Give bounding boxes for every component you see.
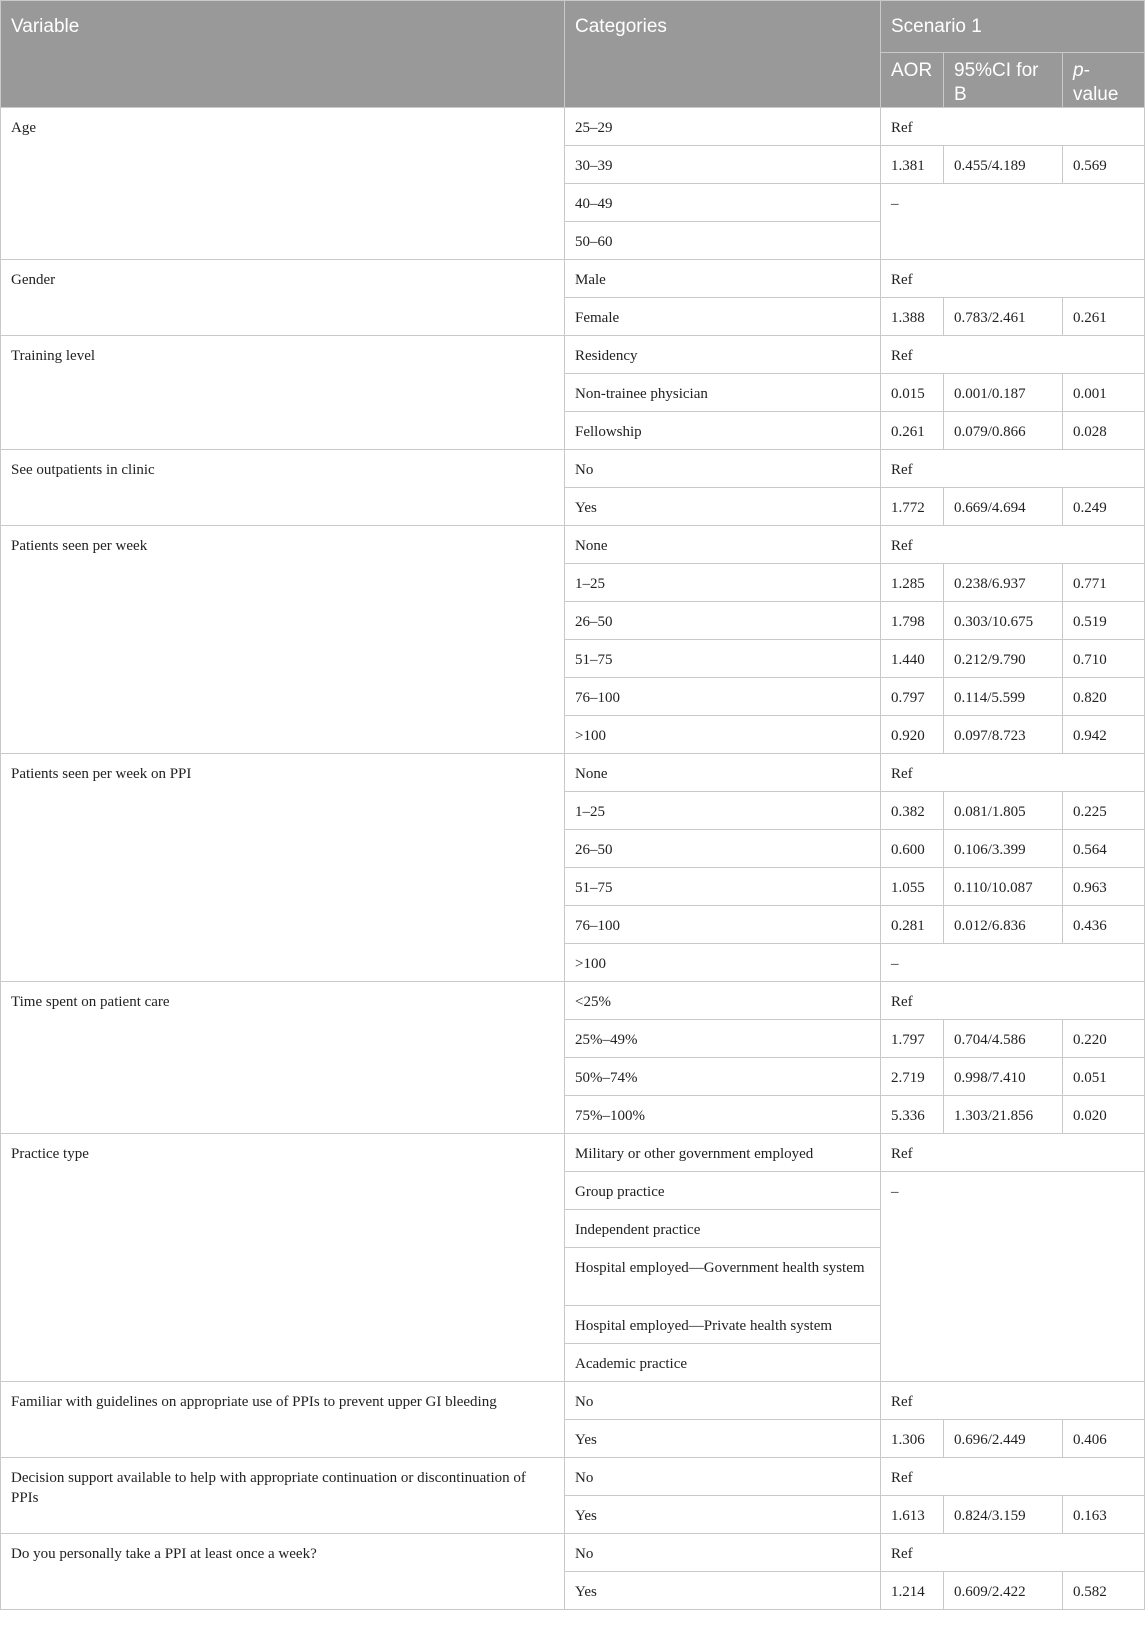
variable-cell: Practice type xyxy=(1,1134,565,1382)
category-cell: 1–25 xyxy=(565,564,881,602)
p-value-cell: 0.261 xyxy=(1063,298,1145,336)
category-cell: No xyxy=(565,1458,881,1496)
table-row xyxy=(1,982,1145,1020)
header-p-suffix: -value xyxy=(1073,60,1119,105)
reference-cell: Ref xyxy=(881,526,1145,564)
category-cell: <25% xyxy=(565,982,881,1020)
category-cell: None xyxy=(565,754,881,792)
table-row xyxy=(1,1134,1145,1172)
category-cell: No xyxy=(565,450,881,488)
table-body xyxy=(1,108,1145,1610)
table-row xyxy=(1,1534,1145,1572)
table-row xyxy=(1,526,1145,564)
header-ci: 95%CI for B xyxy=(944,53,1063,108)
category-cell: 25%–49% xyxy=(565,1020,881,1058)
category-cell: 25–29 xyxy=(565,108,881,146)
variable-cell: See outpatients in clinic xyxy=(1,450,565,526)
reference-cell: Ref xyxy=(881,1382,1145,1420)
aor-cell: 1.797 xyxy=(881,1020,944,1058)
p-value-cell: 0.225 xyxy=(1063,792,1145,830)
p-value-cell: 0.942 xyxy=(1063,716,1145,754)
category-cell: 26–50 xyxy=(565,602,881,640)
p-value-cell: 0.051 xyxy=(1063,1058,1145,1096)
category-cell: Yes xyxy=(565,488,881,526)
category-cell: No xyxy=(565,1534,881,1572)
category-cell: 1–25 xyxy=(565,792,881,830)
reference-cell: Ref xyxy=(881,450,1145,488)
table-row xyxy=(1,260,1145,298)
p-value-cell: 0.569 xyxy=(1063,146,1145,184)
category-cell: 76–100 xyxy=(565,678,881,716)
header-scenario: Scenario 1 xyxy=(881,1,1145,53)
aor-cell: 0.797 xyxy=(881,678,944,716)
category-cell: Group practice xyxy=(565,1172,881,1210)
ci-cell: 0.081/1.805 xyxy=(944,792,1063,830)
reference-cell: Ref xyxy=(881,1134,1145,1172)
category-cell: 50%–74% xyxy=(565,1058,881,1096)
p-value-cell: 0.020 xyxy=(1063,1096,1145,1134)
category-cell: None xyxy=(565,526,881,564)
missing-estimate-cell: – xyxy=(881,184,1145,260)
missing-estimate-cell: – xyxy=(881,1172,1145,1382)
reference-cell: Ref xyxy=(881,982,1145,1020)
ci-cell: 0.238/6.937 xyxy=(944,564,1063,602)
ci-cell: 0.212/9.790 xyxy=(944,640,1063,678)
aor-cell: 5.336 xyxy=(881,1096,944,1134)
table-row xyxy=(1,1382,1145,1420)
table-row xyxy=(1,336,1145,374)
ci-cell: 0.079/0.866 xyxy=(944,412,1063,450)
aor-cell: 1.388 xyxy=(881,298,944,336)
reference-cell: Ref xyxy=(881,108,1145,146)
table-row xyxy=(1,1458,1145,1496)
reference-cell: Ref xyxy=(881,336,1145,374)
category-cell: Male xyxy=(565,260,881,298)
category-cell: 51–75 xyxy=(565,868,881,906)
variable-cell: Patients seen per week on PPI xyxy=(1,754,565,982)
reference-cell: Ref xyxy=(881,1534,1145,1572)
p-value-cell: 0.582 xyxy=(1063,1572,1145,1610)
aor-cell: 1.772 xyxy=(881,488,944,526)
category-cell: Hospital employed—Government health system xyxy=(565,1248,881,1306)
p-value-cell: 0.519 xyxy=(1063,602,1145,640)
aor-cell: 1.613 xyxy=(881,1496,944,1534)
category-cell: 26–50 xyxy=(565,830,881,868)
category-cell: Independent practice xyxy=(565,1210,881,1248)
ci-cell: 0.012/6.836 xyxy=(944,906,1063,944)
p-value-cell: 0.436 xyxy=(1063,906,1145,944)
p-value-cell: 0.163 xyxy=(1063,1496,1145,1534)
category-cell: Fellowship xyxy=(565,412,881,450)
category-cell: >100 xyxy=(565,716,881,754)
ci-cell: 0.783/2.461 xyxy=(944,298,1063,336)
ci-cell: 0.106/3.399 xyxy=(944,830,1063,868)
ci-cell: 0.696/2.449 xyxy=(944,1420,1063,1458)
category-cell: 40–49 xyxy=(565,184,881,222)
variable-cell: Age xyxy=(1,108,565,260)
variable-cell: Familiar with guidelines on appropriate use of PPIs to prevent upper GI bleeding xyxy=(1,1382,565,1458)
ci-cell: 0.455/4.189 xyxy=(944,146,1063,184)
ci-cell: 1.303/21.856 xyxy=(944,1096,1063,1134)
category-cell: 50–60 xyxy=(565,222,881,260)
header-p-value xyxy=(1063,53,1145,108)
aor-cell: 1.440 xyxy=(881,640,944,678)
aor-cell: 0.261 xyxy=(881,412,944,450)
aor-cell: 1.285 xyxy=(881,564,944,602)
p-value-cell: 0.220 xyxy=(1063,1020,1145,1058)
category-cell: Military or other government employed xyxy=(565,1134,881,1172)
category-cell: 75%–100% xyxy=(565,1096,881,1134)
variable-cell: Training level xyxy=(1,336,565,450)
aor-cell: 1.055 xyxy=(881,868,944,906)
ci-cell: 0.001/0.187 xyxy=(944,374,1063,412)
category-cell: Yes xyxy=(565,1572,881,1610)
ci-cell: 0.110/10.087 xyxy=(944,868,1063,906)
table-row xyxy=(1,754,1145,792)
ci-cell: 0.669/4.694 xyxy=(944,488,1063,526)
p-value-cell: 0.771 xyxy=(1063,564,1145,602)
category-cell: Academic practice xyxy=(565,1344,881,1382)
category-cell: 30–39 xyxy=(565,146,881,184)
ci-cell: 0.609/2.422 xyxy=(944,1572,1063,1610)
aor-cell: 0.382 xyxy=(881,792,944,830)
ci-cell: 0.097/8.723 xyxy=(944,716,1063,754)
ci-cell: 0.114/5.599 xyxy=(944,678,1063,716)
reference-cell: Ref xyxy=(881,1458,1145,1496)
category-cell: 51–75 xyxy=(565,640,881,678)
header-variable: Variable xyxy=(1,1,565,108)
variable-cell: Patients seen per week xyxy=(1,526,565,754)
category-cell: >100 xyxy=(565,944,881,982)
category-cell: Yes xyxy=(565,1496,881,1534)
category-cell: Yes xyxy=(565,1420,881,1458)
variable-cell: Decision support available to help with appropriate continuation or discontinuation of PPIs xyxy=(1,1458,565,1534)
p-value-cell: 0.963 xyxy=(1063,868,1145,906)
header-p-italic: p xyxy=(1073,60,1084,81)
p-value-cell: 0.710 xyxy=(1063,640,1145,678)
reference-cell: Ref xyxy=(881,754,1145,792)
ci-cell: 0.998/7.410 xyxy=(944,1058,1063,1096)
aor-cell: 0.281 xyxy=(881,906,944,944)
aor-cell: 1.798 xyxy=(881,602,944,640)
p-value-cell: 0.001 xyxy=(1063,374,1145,412)
missing-estimate-cell: – xyxy=(881,944,1145,982)
table-row xyxy=(1,108,1145,146)
category-cell: Non-trainee physician xyxy=(565,374,881,412)
category-cell: Residency xyxy=(565,336,881,374)
table-row xyxy=(1,450,1145,488)
variable-cell: Gender xyxy=(1,260,565,336)
p-value-cell: 0.820 xyxy=(1063,678,1145,716)
category-cell: No xyxy=(565,1382,881,1420)
ci-cell: 0.824/3.159 xyxy=(944,1496,1063,1534)
aor-cell: 1.381 xyxy=(881,146,944,184)
aor-cell: 1.214 xyxy=(881,1572,944,1610)
header-categories: Categories xyxy=(565,1,881,108)
category-cell: Female xyxy=(565,298,881,336)
table-header xyxy=(1,1,1145,108)
category-cell: 76–100 xyxy=(565,906,881,944)
category-cell: Hospital employed—Private health system xyxy=(565,1306,881,1344)
aor-cell: 2.719 xyxy=(881,1058,944,1096)
variable-cell: Time spent on patient care xyxy=(1,982,565,1134)
aor-cell: 0.920 xyxy=(881,716,944,754)
variable-cell: Do you personally take a PPI at least once a week? xyxy=(1,1534,565,1610)
p-value-cell: 0.564 xyxy=(1063,830,1145,868)
ci-cell: 0.303/10.675 xyxy=(944,602,1063,640)
p-value-cell: 0.028 xyxy=(1063,412,1145,450)
aor-cell: 0.015 xyxy=(881,374,944,412)
p-value-cell: 0.406 xyxy=(1063,1420,1145,1458)
aor-cell: 0.600 xyxy=(881,830,944,868)
header-aor: AOR xyxy=(881,53,944,108)
aor-cell: 1.306 xyxy=(881,1420,944,1458)
reference-cell: Ref xyxy=(881,260,1145,298)
ci-cell: 0.704/4.586 xyxy=(944,1020,1063,1058)
p-value-cell: 0.249 xyxy=(1063,488,1145,526)
